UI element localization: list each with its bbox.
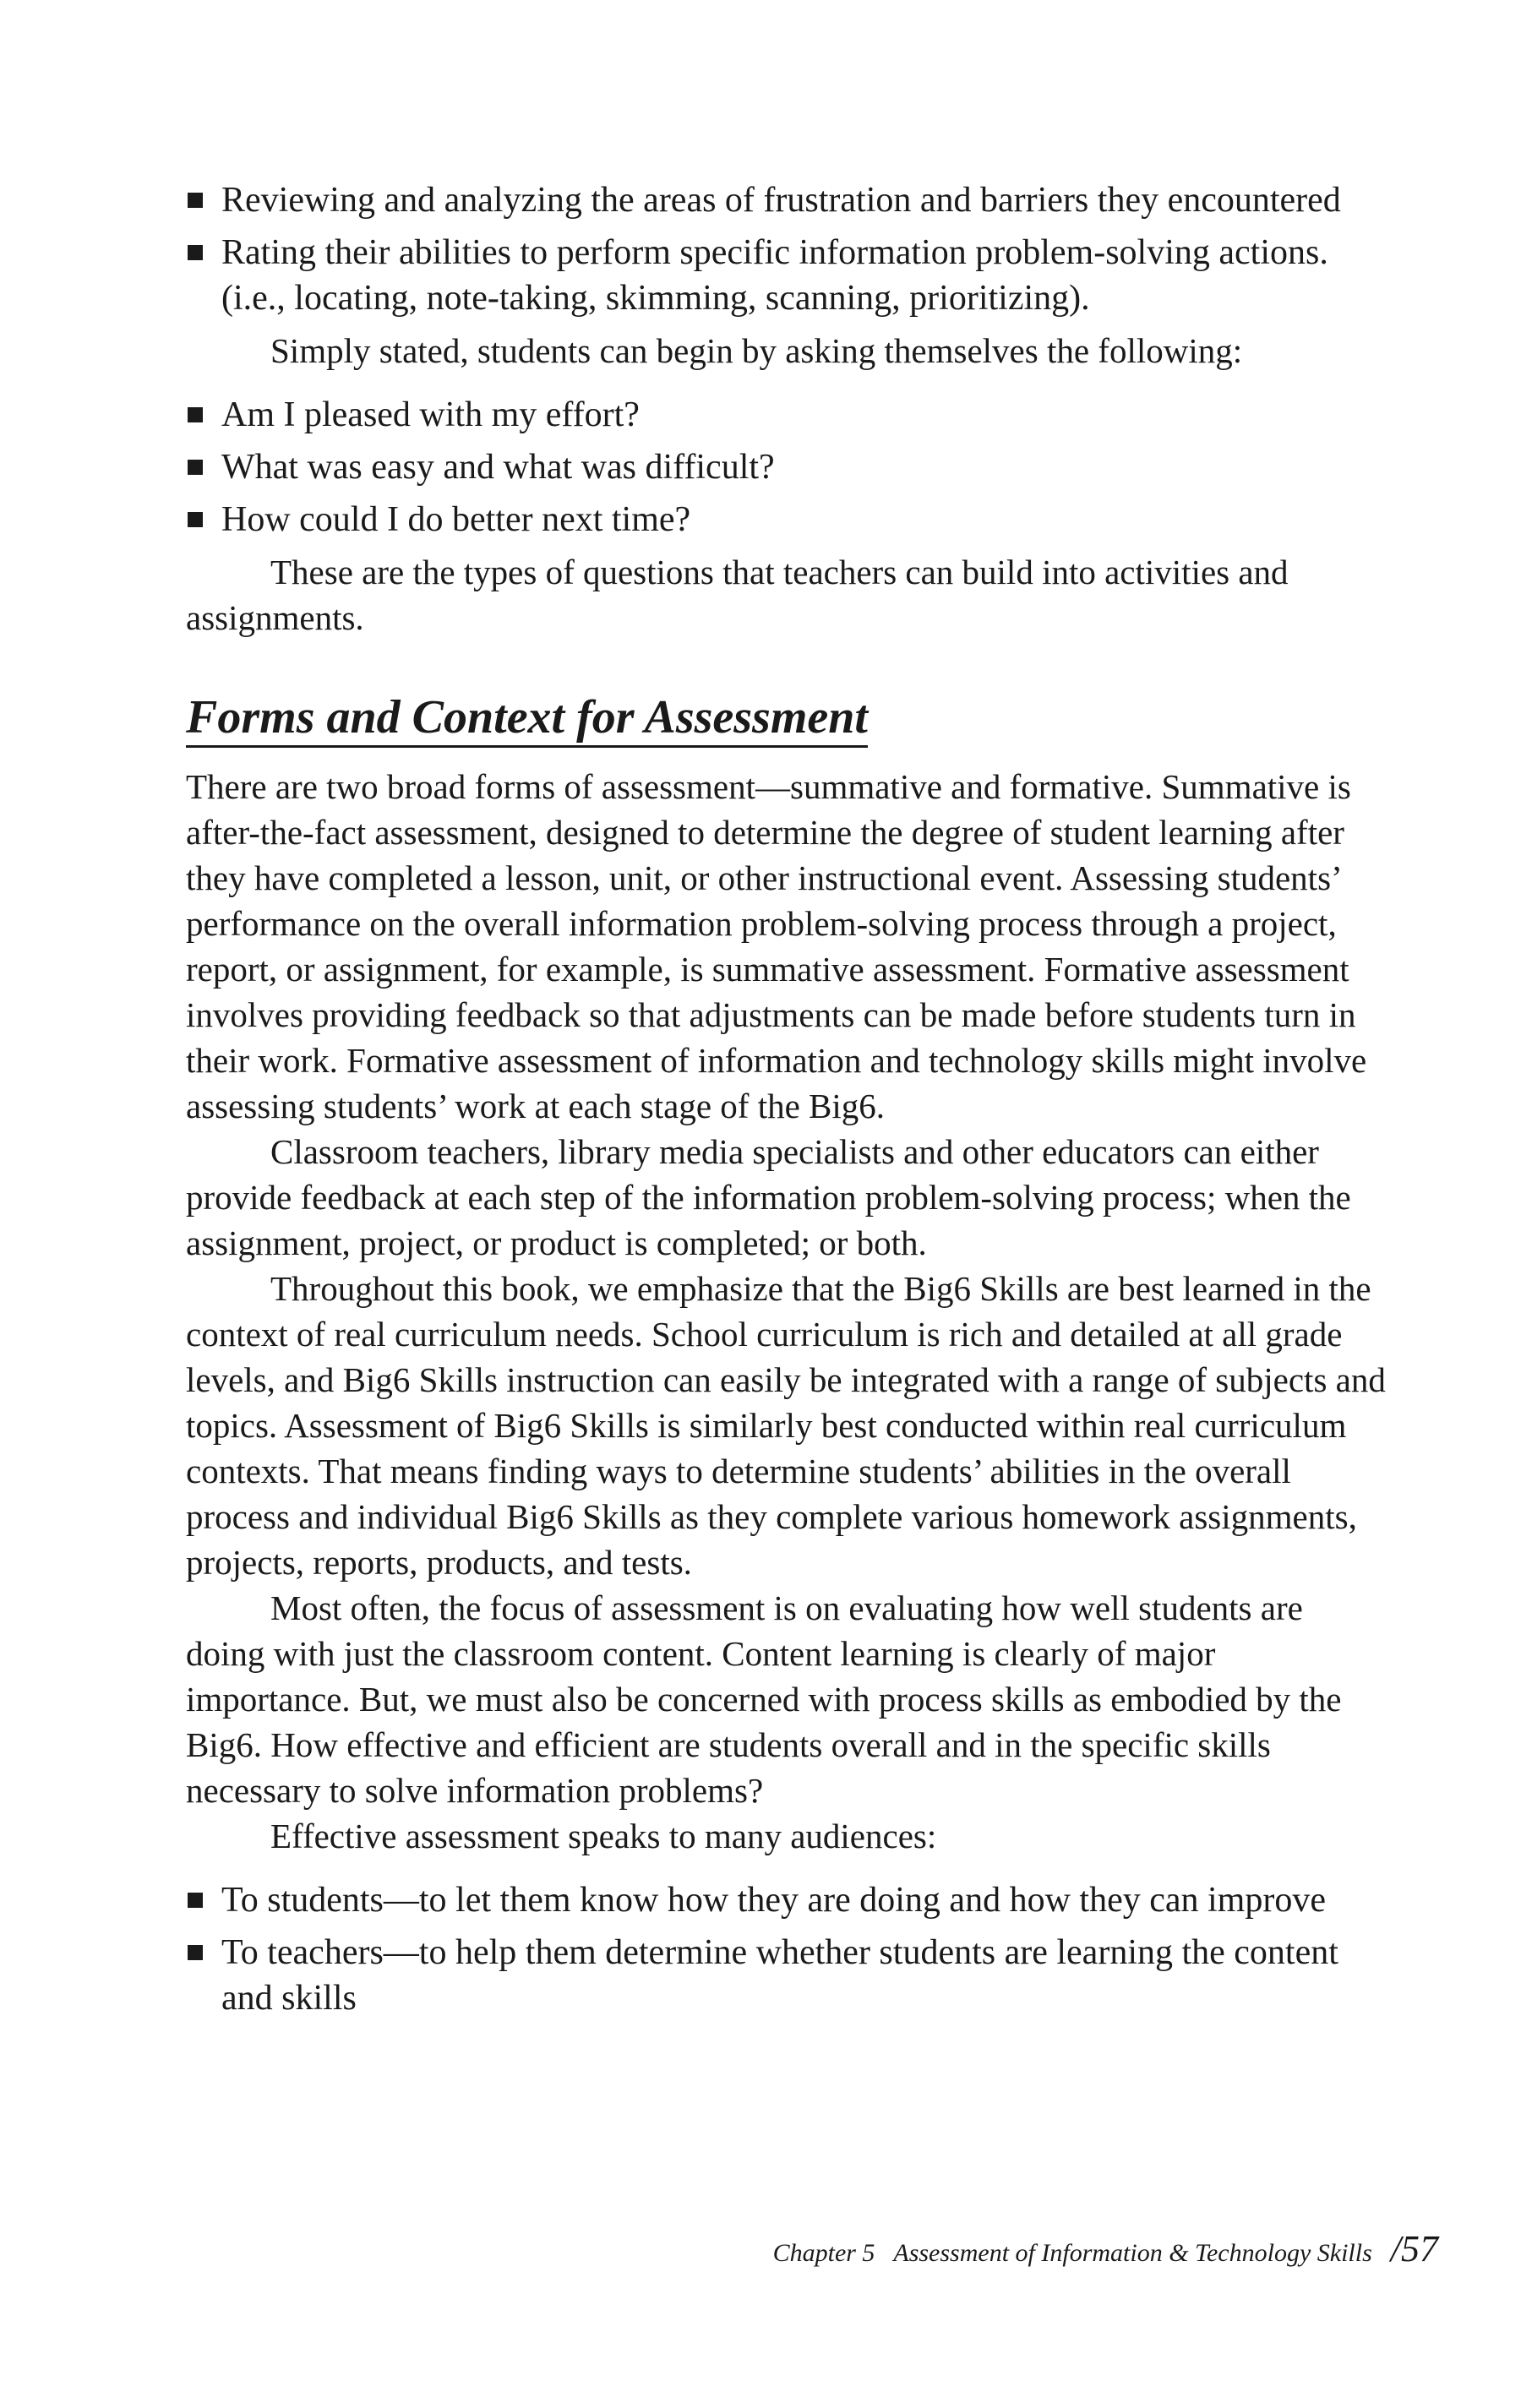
list-item: What was easy and what was difficult?: [186, 444, 1386, 490]
section-heading: [186, 691, 1386, 744]
paragraph-question-types: These are the types of questions that teachers can build into activities and assignments.: [186, 553, 1289, 637]
paragraph: There are two broad forms of assessment—summative and formative. Summative is after-the-fact assessment, designed to determine the degree of student learning after they have completed a lesson, unit, or other instructional event. Assessing students’ performance on the overall information problem-solving process through a project, report, or assignment, for example, is summative assessment. Formative assessment involves providing feedback so that adjustments can be made before students turn in their work. Formative assessment of information and technology skills might involve assessing students’ work at each stage of the Big6.: [186, 767, 1367, 1125]
paragraph: Classroom teachers, library media specialists and other educators can either provide feedback at each step of the information problem-solving process; when the assignment, project, or product is completed; or both.: [186, 1132, 1351, 1262]
list-item: To teachers—to help them determine whether students are learning the content and skills: [186, 1930, 1386, 2021]
paragraph: Effective assessment speaks to many audiences:: [270, 1817, 937, 1855]
running-footer-chapter: Chapter 5 Assessment of Information & Technology Skills: [772, 2239, 1372, 2267]
list-item: To students—to let them know how they are doing and how they can improve: [186, 1877, 1386, 1923]
list-item: Rating their abilities to perform specific information problem-solving actions. (i.e., locating, note-taking, skimming, scanning, prioritizing).: [186, 230, 1386, 321]
audience-bullet-list: [186, 1877, 1386, 2021]
paragraph: Throughout this book, we emphasize that the Big6 Skills are best learned in the context of real curriculum needs. School curriculum is rich and detailed at all grade levels, and Big6 Skills instruction can easily be integrated with a range of subjects and topics. Assessment of Big6 Skills is similarly best conducted within real curriculum contexts. That means finding ways to determine students’ abilities in the overall process and individual Big6 Skills as they complete various homework assignments, projects, reports, products, and tests.: [186, 1269, 1386, 1582]
paragraph-simply-stated: Simply stated, students can begin by asking themselves the following:: [270, 331, 1243, 370]
paragraph: Most often, the focus of assessment is on evaluating how well students are doing with just the classroom content. Content learning is clearly of major importance. But, we must also be concerned with process skills as embodied by the Big6. How effective and efficient are students overall and in the specific skills necessary to solve information problems?: [186, 1588, 1342, 1810]
list-item: How could I do better next time?: [186, 497, 1386, 542]
section-heading-text: Forms and Context for Assessment: [186, 691, 868, 748]
page-footer: [0, 2228, 1438, 2270]
page-content: [186, 177, 1386, 2028]
reflection-bullet-list: [186, 177, 1386, 321]
page-number: /57: [1390, 2228, 1438, 2269]
list-item: Reviewing and analyzing the areas of frustration and barriers they encountered: [186, 177, 1386, 223]
question-bullet-list: [186, 392, 1386, 542]
list-item: Am I pleased with my effort?: [186, 392, 1386, 438]
